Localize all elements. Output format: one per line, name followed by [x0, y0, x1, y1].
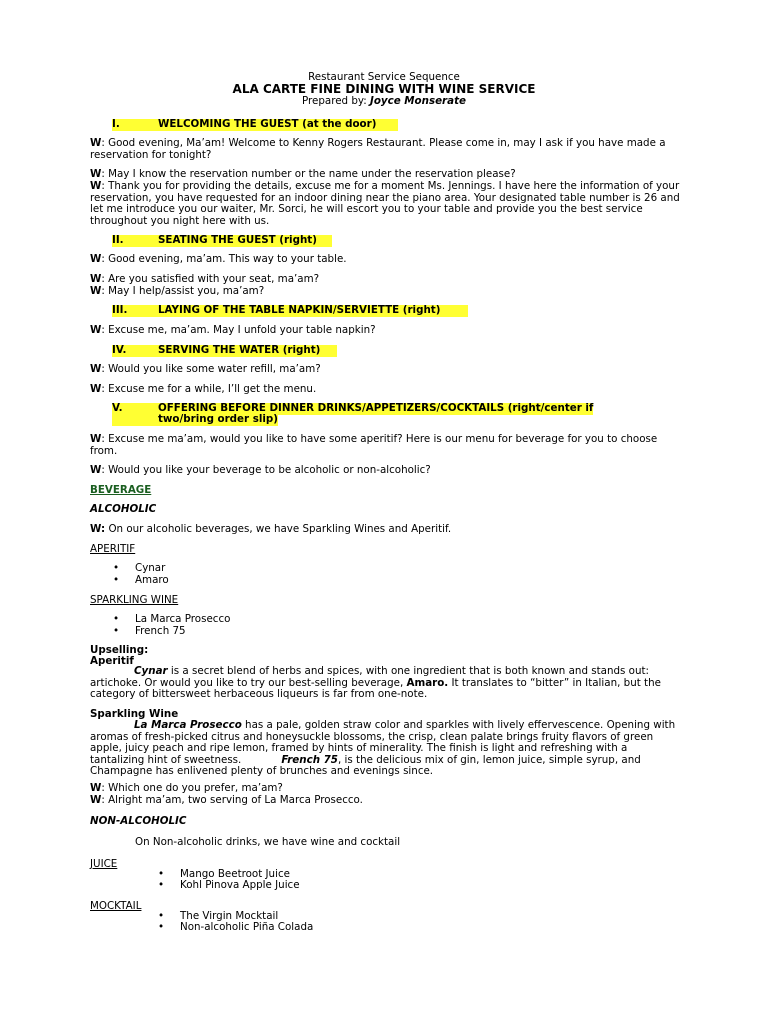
- speaker-label: W:: [90, 523, 106, 535]
- dialogue-line-13: [90, 783, 682, 795]
- speaker-label: W: [90, 363, 102, 375]
- aperitif-heading: APERITIF: [90, 543, 136, 555]
- list-item: • The Virgin Mocktail: [158, 910, 279, 922]
- section-4-number: IV.: [112, 344, 127, 356]
- list-item: • French 75: [113, 625, 186, 637]
- dialogue-line-11: [90, 465, 682, 477]
- section-3-heading: [112, 305, 468, 317]
- dialogue-line-5: [90, 274, 682, 286]
- dialogue-text: : Would you like some water refill, ma’am?: [101, 363, 321, 375]
- upsell-aperitif-heading: Aperitif: [90, 655, 134, 667]
- section-2-number: II.: [112, 234, 124, 246]
- beverage-heading: BEVERAGE: [90, 484, 152, 496]
- section-3-number: III.: [112, 304, 128, 316]
- section-1-number: I.: [112, 118, 120, 130]
- section-1-title: WELCOMING THE GUEST (at the door): [158, 118, 377, 130]
- section-1-heading: [112, 119, 398, 131]
- juice-heading: JUICE: [90, 858, 118, 870]
- dialogue-text: : Excuse me ma’am, would you like to have some aperitif? Here is our menu for beverage for you to choose from.: [90, 433, 658, 457]
- cynar-description: Cynar is a secret blend of herbs and spices, with one ingredient that is both known and stands out: artichoke. Or would you like to try our best-selling beverage, Amaro. It translates to “bitter” in Italian, but the category of bittersweet herbaceous liqueurs is far from one-note.: [90, 665, 661, 700]
- document-subtitle: Restaurant Service Sequence: [308, 71, 460, 83]
- dialogue-line-8: [90, 364, 682, 376]
- list-item: • Cynar: [113, 562, 166, 574]
- dialogue-text: : Thank you for providing the details, excuse me for a moment Ms. Jennings. I have here the information of your reservation, you have requested for an indoor dining near the piano area. Your designated table number is 26 and let me introduce you our waiter, Mr. Sorci, he will escort you to your table and provide you the best service throughout you night here with us.: [90, 180, 680, 227]
- dialogue-line-9: [90, 384, 682, 396]
- upsell-sparkling-heading: Sparkling Wine: [90, 708, 179, 720]
- speaker-label: W: [90, 168, 102, 180]
- dialogue-line-12: [90, 524, 682, 536]
- speaker-label: W: [90, 180, 102, 192]
- section-2-heading: [112, 235, 332, 247]
- speaker-label: W: [90, 383, 102, 395]
- prepared-label: Prepared by:: [302, 95, 370, 107]
- speaker-label: W: [90, 273, 102, 285]
- list-item: • Amaro: [113, 574, 169, 586]
- mocktail-heading: MOCKTAIL: [90, 900, 142, 912]
- section-5-title-line1: OFFERING BEFORE DINNER DRINKS/APPETIZERS/COCKTAILS (right/center if: [158, 402, 594, 414]
- dialogue-line-14: [90, 795, 682, 807]
- section-2-title: SEATING THE GUEST (right): [158, 234, 317, 246]
- author-name: Joyce Monserate: [370, 95, 466, 107]
- list-item: • La Marca Prosecco: [113, 613, 231, 625]
- list-item: • Mango Beetroot Juice: [158, 868, 290, 880]
- non-alcoholic-intro: On Non-alcoholic drinks, we have wine and cocktail: [135, 836, 401, 848]
- sparkling-wine-heading: SPARKLING WINE: [90, 594, 179, 606]
- non-alcoholic-heading: NON-ALCOHOLIC: [90, 815, 187, 827]
- section-5-title-line2: two/bring order slip): [158, 413, 278, 425]
- dialogue-text: : Are you satisfied with your seat, ma’am?: [101, 273, 320, 285]
- dialogue-line-2: [90, 169, 682, 181]
- speaker-label: W: [90, 137, 102, 149]
- list-item: • Non-alcoholic Piña Colada: [158, 921, 314, 933]
- dialogue-line-7: [90, 325, 682, 337]
- dialogue-line-10: [90, 434, 682, 457]
- dialogue-text: : Which one do you prefer, ma’am?: [101, 782, 283, 794]
- dialogue-line-4: [90, 254, 682, 266]
- speaker-label: W: [90, 782, 102, 794]
- dialogue-text: : May I know the reservation number or the name under the reservation please?: [101, 168, 516, 180]
- prepared-by: [0, 96, 768, 108]
- speaker-label: W: [90, 794, 102, 806]
- dialogue-text: : Would you like your beverage to be alcoholic or non-alcoholic?: [101, 464, 431, 476]
- speaker-label: W: [90, 464, 102, 476]
- dialogue-line-1: [90, 138, 682, 161]
- list-item: • Kohl Pinova Apple Juice: [158, 879, 300, 891]
- section-3-title: LAYING OF THE TABLE NAPKIN/SERVIETTE (right): [158, 304, 441, 316]
- speaker-label: W: [90, 324, 102, 336]
- dialogue-text: : Excuse me, ma’am. May I unfold your table napkin?: [101, 324, 376, 336]
- dialogue-text: : Alright ma’am, two serving of La Marca Prosecco.: [101, 794, 363, 806]
- dialogue-line-6: [90, 286, 682, 298]
- dialogue-text: : May I help/assist you, ma’am?: [101, 285, 265, 297]
- upselling-heading: Upselling:: [90, 644, 149, 656]
- section-4-heading: [112, 345, 337, 357]
- sparkling-description: La Marca Prosecco has a pale, golden straw color and sparkles with lively effervescence. Opening with aromas of fresh-picked citrus and honeysuckle blossoms, the crisp, clean palate brings fruity flavors of green apple, juicy peach and ripe lemon, framed by hints of minerality. The finish is light and refreshing with a tantalizing hint of sweetness. French 75, is the delicious mix of gin, lemon juice, simple syrup, and Champagne has enlivened plenty of brunches and evenings since.: [90, 719, 676, 777]
- section-5-number: V.: [112, 403, 158, 426]
- alcoholic-heading: ALCOHOLIC: [90, 503, 157, 515]
- dialogue-text: : Good evening, Ma’am! Welcome to Kenny Rogers Restaurant. Please come in, may I ask if you have made a reservation for tonight?: [90, 137, 666, 161]
- dialogue-text: : Good evening, ma’am. This way to your table.: [101, 253, 347, 265]
- dialogue-text: On our alcoholic beverages, we have Sparkling Wines and Aperitif.: [105, 523, 452, 535]
- speaker-label: W: [90, 433, 102, 445]
- speaker-label: W: [90, 285, 102, 297]
- dialogue-line-3: [90, 181, 682, 227]
- speaker-label: W: [90, 253, 102, 265]
- document-title: ALA CARTE FINE DINING WITH WINE SERVICE: [232, 82, 536, 96]
- section-4-title: SERVING THE WATER (right): [158, 344, 321, 356]
- dialogue-text: : Excuse me for a while, I’ll get the menu.: [101, 383, 317, 395]
